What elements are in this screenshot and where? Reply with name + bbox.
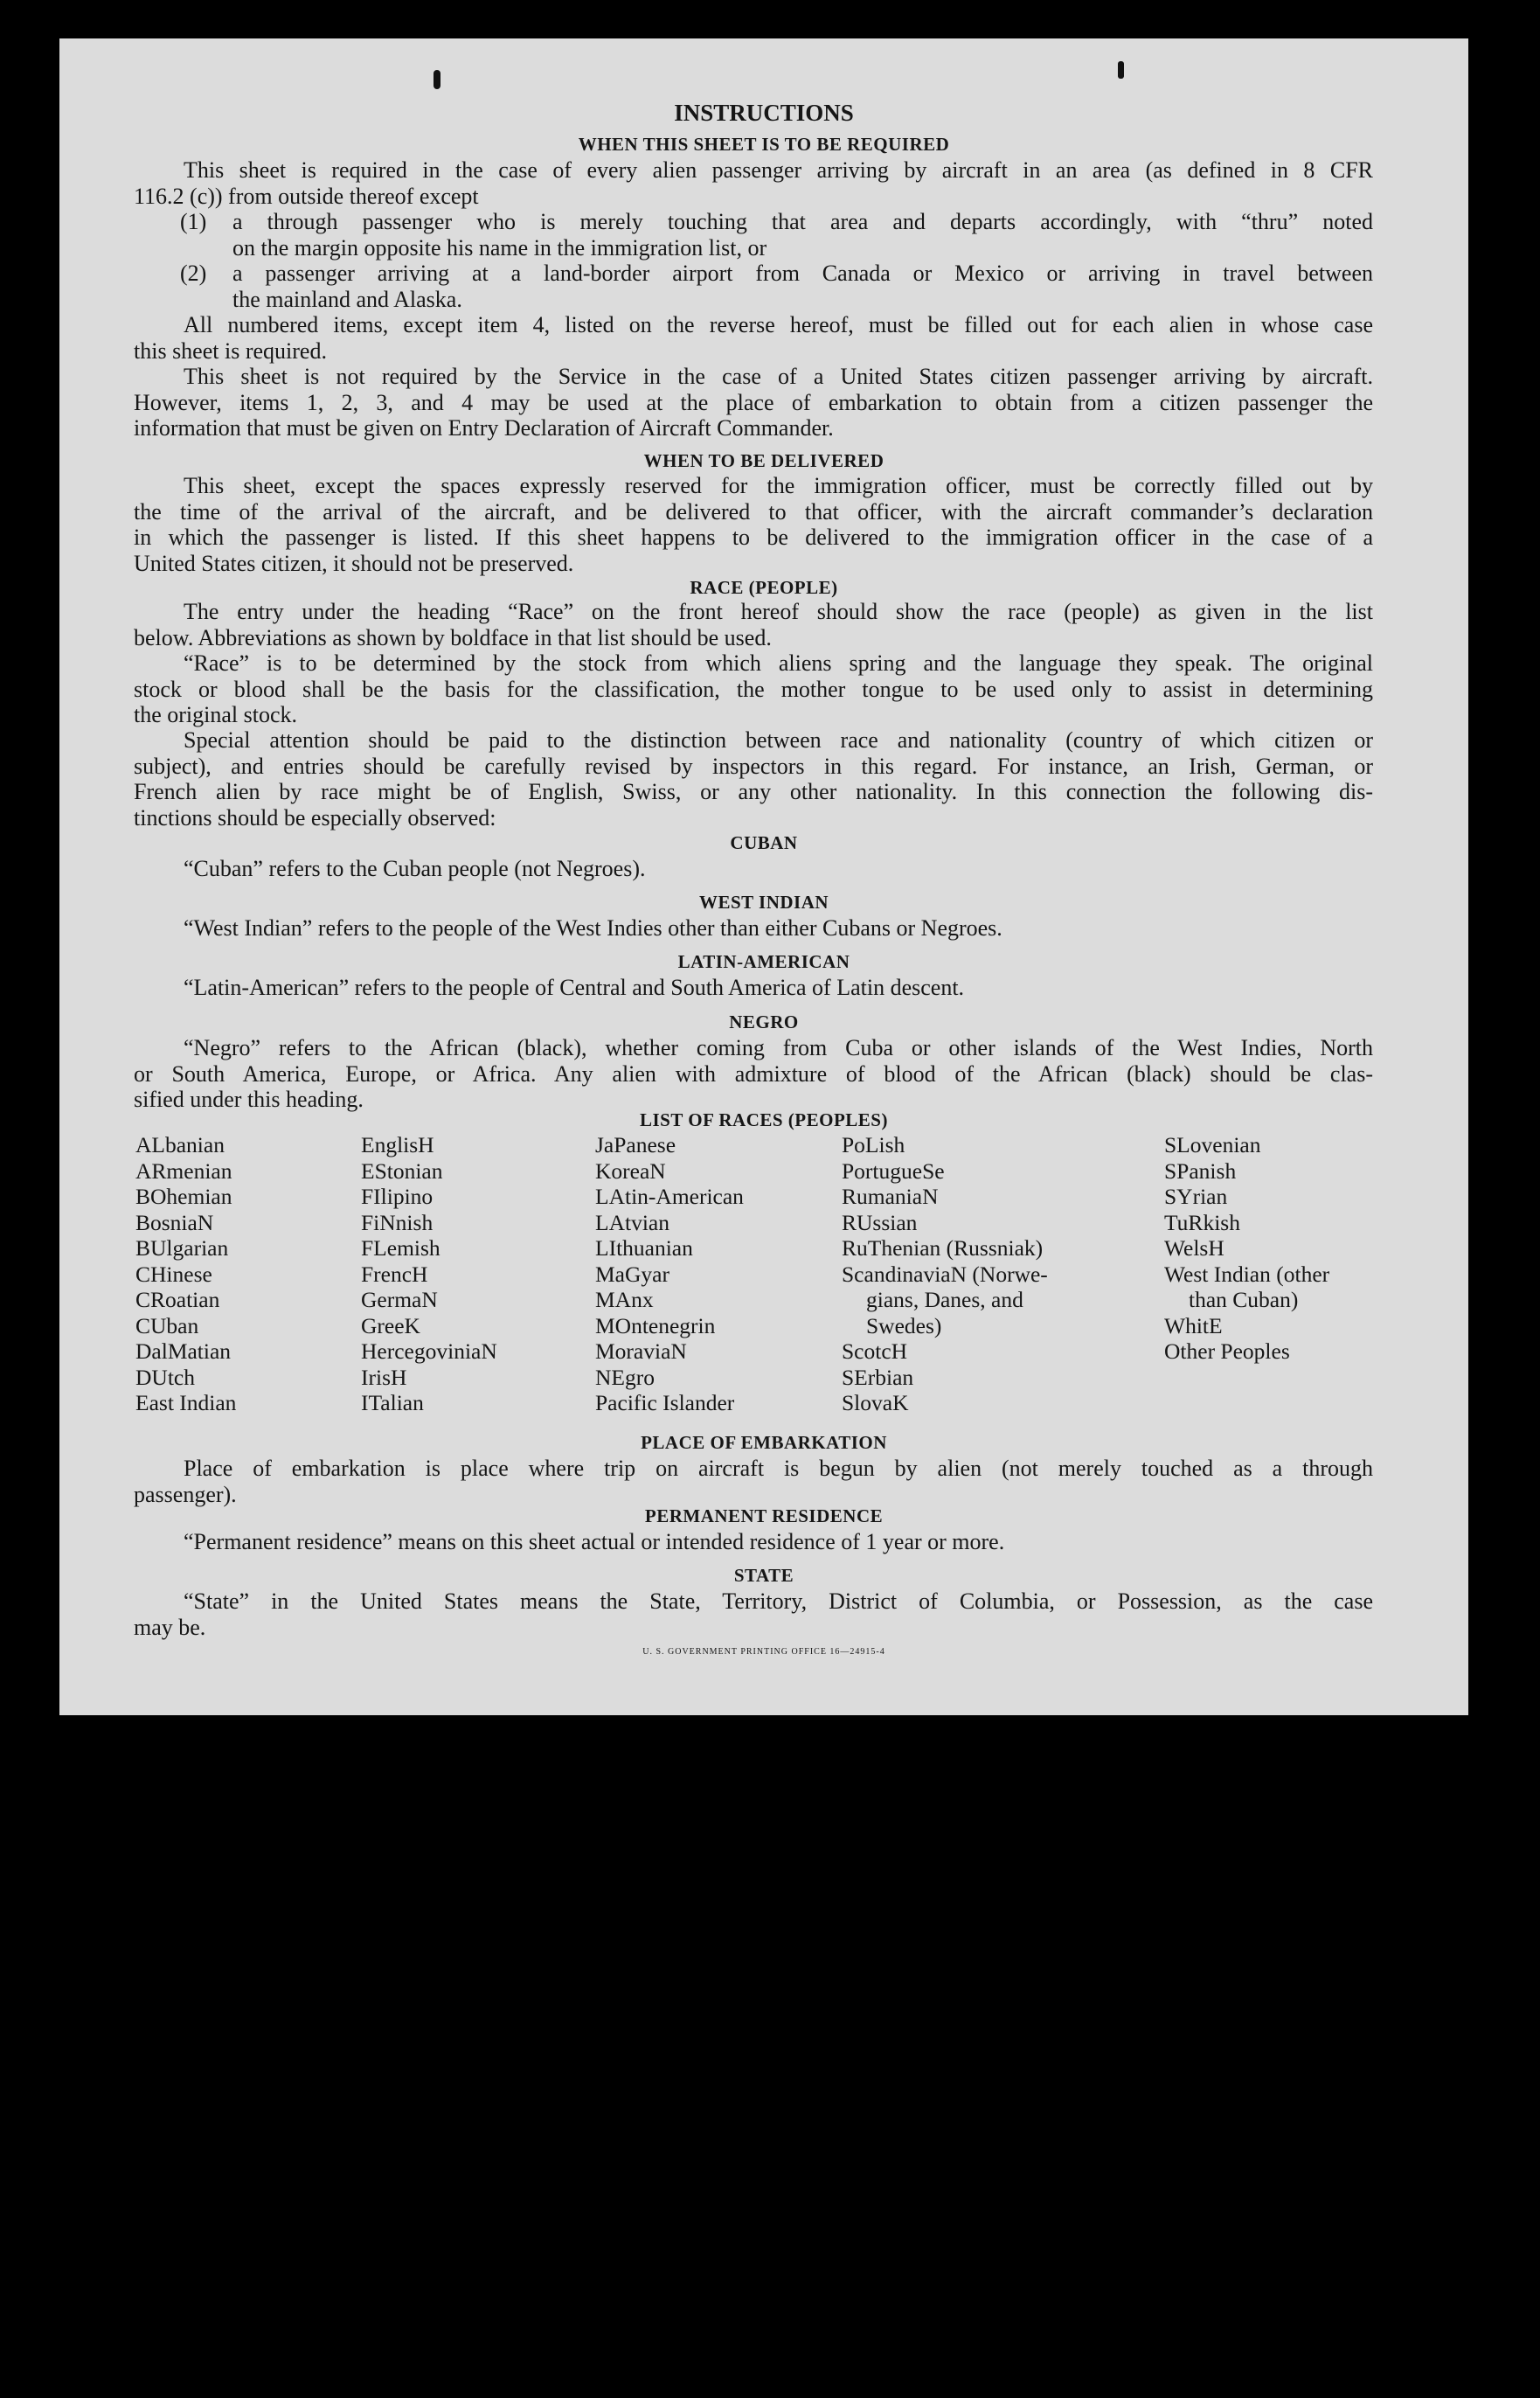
text-line: a through passenger who is merely touching that area and departs accordingly, with “thru” noted xyxy=(232,209,1373,234)
race-list-item: SYrian xyxy=(1164,1184,1228,1209)
race-list-item: MOntenegrin xyxy=(595,1312,716,1338)
race-list-item: SPanish xyxy=(1164,1157,1237,1184)
race-list-item: ScandinaviaN (Norwe- xyxy=(842,1261,1048,1287)
race-list-item: LIthuanian xyxy=(595,1235,693,1261)
text-line: stock or blood shall be the basis for the classification, the mother tongue to be used only to assist in determining xyxy=(134,676,1373,702)
text-line: “Cuban” refers to the Cuban people (not Negroes). xyxy=(184,856,646,881)
race-list-item: ITalian xyxy=(361,1390,424,1415)
race-list-item: EnglisH xyxy=(361,1132,434,1157)
required-intro xyxy=(134,157,1373,209)
race-list-item: NEgro xyxy=(595,1364,655,1390)
race-list-item: KoreaN xyxy=(595,1157,666,1184)
heading-race: RACE (PEOPLE) xyxy=(690,577,838,598)
text-line: All numbered items, except item 4, listed on the reverse hereof, must be filled out for each alien in whose case xyxy=(184,312,1373,337)
text-line: Special attention should be paid to the distinction between race and nationality (country of which citizen or xyxy=(184,727,1373,753)
race-list-item: FLemish xyxy=(361,1235,440,1261)
race-list-item: CRoatian xyxy=(135,1287,220,1312)
race-list-item: MoraviaN xyxy=(595,1338,687,1364)
instruction-sheet xyxy=(59,38,1468,1715)
text-line: or South America, Europe, or Africa. Any alien with admixture of blood of the African (black) should be clas- xyxy=(134,1060,1373,1087)
race-list-item: ARmenian xyxy=(135,1157,232,1184)
printer-imprint: U. S. GOVERNMENT PRINTING OFFICE 16—24915-4 xyxy=(642,1647,885,1657)
item-number: (2) xyxy=(180,261,207,286)
state-paragraph xyxy=(134,1588,1373,1640)
race-list-item: IrisH xyxy=(361,1364,407,1390)
race-list-item: CHinese xyxy=(135,1261,212,1287)
race-list-item: WhitE xyxy=(1164,1312,1223,1338)
west-indian-text xyxy=(134,915,1373,942)
race-list-item: FrencH xyxy=(361,1261,428,1287)
race-list-item: LAtin-American xyxy=(595,1184,744,1209)
heading-when-required: WHEN THIS SHEET IS TO BE REQUIRED xyxy=(578,134,950,155)
race-list-item: CUban xyxy=(135,1312,199,1338)
race-list-column-4 xyxy=(842,1132,1048,1416)
text-line: “State” in the United States means the State, Territory, District of Columbia, or Possession, as the case xyxy=(184,1588,1373,1614)
text-line: tinctions should be especially observed: xyxy=(134,804,496,831)
race-list-item: TuRkish xyxy=(1164,1209,1240,1235)
race-list-item: than Cuban) xyxy=(1189,1287,1299,1312)
embarkation-paragraph xyxy=(134,1456,1373,1507)
race-paragraph-1 xyxy=(134,599,1373,650)
race-list-item: SLovenian xyxy=(1164,1132,1261,1157)
text-line: “Negro” refers to the African (black), whether coming from Cuba or other islands of the West Indies, North xyxy=(184,1035,1373,1060)
text-line: information that must be given on Entry Declaration of Aircraft Commander. xyxy=(134,415,834,441)
text-line: “Race” is to be determined by the stock from which aliens spring and the language they speak. The original xyxy=(184,650,1373,676)
item-number: (1) xyxy=(180,209,207,234)
race-list-item: HercegoviniaN xyxy=(361,1338,497,1364)
race-list-item: FiNnish xyxy=(361,1209,434,1235)
heading-list-of-races: LIST OF RACES (PEOPLES) xyxy=(640,1109,888,1130)
heading-cuban: CUBAN xyxy=(730,832,798,853)
text-line: United States citizen, it should not be preserved. xyxy=(134,550,574,576)
race-list-item: RumaniaN xyxy=(842,1184,939,1209)
race-list-item: East Indian xyxy=(135,1390,237,1415)
punch-mark-right xyxy=(1118,61,1124,79)
race-list-item: GreeK xyxy=(361,1312,420,1338)
heading-negro: NEGRO xyxy=(729,1011,799,1032)
race-list-item: BosniaN xyxy=(135,1209,214,1235)
race-list-item: SlovaK xyxy=(842,1390,909,1415)
text-line: the original stock. xyxy=(134,702,298,727)
race-list-item: ALbanian xyxy=(135,1132,225,1157)
negro-paragraph xyxy=(134,1035,1373,1113)
race-list-item: RUssian xyxy=(842,1209,918,1235)
race-list-item: FIlipino xyxy=(361,1184,434,1209)
race-paragraph-2 xyxy=(134,650,1373,728)
race-list-item: gians, Danes, and xyxy=(866,1287,1023,1312)
race-list-item: MaGyar xyxy=(595,1261,669,1287)
heading-state: STATE xyxy=(733,1565,794,1586)
race-list-item: BUlgarian xyxy=(135,1235,229,1261)
race-list-item: PortugueSe xyxy=(842,1157,945,1184)
cuban-text xyxy=(134,856,1373,882)
numbered-items-paragraph xyxy=(134,312,1373,364)
latin-american-text xyxy=(134,975,1373,1001)
race-list-item: DalMatian xyxy=(135,1338,232,1364)
text-line: the time of the arrival of the aircraft, and be delivered to that officer, with the aircraft commander’s declaration xyxy=(134,498,1373,525)
race-list-column-2 xyxy=(361,1132,497,1416)
race-list-item: DUtch xyxy=(135,1364,195,1390)
race-list-column-1 xyxy=(135,1132,236,1416)
race-paragraph-3 xyxy=(134,727,1373,831)
race-list-item: RuThenian (Russniak) xyxy=(842,1235,1044,1261)
text-line: The entry under the heading “Race” on the front hereof should show the race (people) as given in the list xyxy=(184,599,1373,624)
race-list-item: West Indian (other xyxy=(1164,1261,1330,1287)
text-line: in which the passenger is listed. If this sheet happens to be delivered to the immigration officer in the case of a xyxy=(134,525,1373,550)
text-line: Place of embarkation is place where trip on aircraft is begun by alien (not merely touched as a through xyxy=(184,1456,1373,1481)
exception-item-2 xyxy=(180,261,1373,312)
text-line: However, items 1, 2, 3, and 4 may be used at the place of embarkation to obtain from a citizen passenger the xyxy=(134,389,1373,415)
race-list-column-3 xyxy=(595,1132,744,1416)
text-line: the mainland and Alaska. xyxy=(232,286,462,312)
heading-place-of-embarkation: PLACE OF EMBARKATION xyxy=(641,1432,887,1453)
heading-permanent-residence: PERMANENT RESIDENCE xyxy=(644,1505,884,1526)
residence-text xyxy=(134,1529,1373,1555)
text-line: sified under this heading. xyxy=(134,1087,364,1112)
heading-latin-american: LATIN-AMERICAN xyxy=(677,951,850,972)
text-line: may be. xyxy=(134,1614,206,1640)
heading-when-delivered: WHEN TO BE DELIVERED xyxy=(643,450,884,471)
exception-item-1 xyxy=(180,209,1373,261)
race-list-column-5 xyxy=(1164,1132,1329,1365)
race-list-item: LAtvian xyxy=(595,1209,669,1235)
race-list-item: GermaN xyxy=(361,1287,438,1312)
text-line: “Permanent residence” means on this sheet actual or intended residence of 1 year or more. xyxy=(184,1529,1005,1554)
race-list-item: MAnx xyxy=(595,1287,654,1312)
text-line: this sheet is required. xyxy=(134,337,327,364)
race-list-item: ScotcH xyxy=(842,1338,908,1364)
race-list-item: Pacific Islander xyxy=(595,1390,735,1415)
text-line: subject), and entries should be carefully revised by inspectors in this regard. For instance, an Irish, German, or xyxy=(134,753,1373,779)
race-list-item: Swedes) xyxy=(866,1312,942,1338)
citizen-paragraph xyxy=(134,364,1373,441)
text-line: a passenger arriving at a land-border airport from Canada or Mexico or arriving in travel between xyxy=(232,261,1373,286)
race-list-item: PoLish xyxy=(842,1132,905,1157)
race-list-item: BOhemian xyxy=(135,1184,232,1209)
text-line: passenger). xyxy=(134,1481,237,1507)
heading-west-indian: WEST INDIAN xyxy=(698,892,829,913)
text-line: “Latin-American” refers to the people of Central and South America of Latin descent. xyxy=(184,975,965,1000)
text-line: French alien by race might be of English, Swiss, or any other nationality. In this connection the following dis- xyxy=(134,779,1373,804)
race-list-item: JaPanese xyxy=(595,1132,676,1157)
text-line: 116.2 (c)) from outside thereof except xyxy=(134,183,479,209)
text-line: “West Indian” refers to the people of the West Indies other than either Cubans or Negroes. xyxy=(184,915,1002,941)
punch-mark-left xyxy=(434,70,440,89)
text-line: This sheet is not required by the Service in the case of a United States citizen passenger arriving by aircraft. xyxy=(184,364,1373,389)
page-title: INSTRUCTIONS xyxy=(674,100,854,126)
text-line: on the margin opposite his name in the immigration list, or xyxy=(232,234,767,261)
race-list-item: Other Peoples xyxy=(1164,1338,1290,1364)
delivered-paragraph xyxy=(134,473,1373,576)
race-list-item: WelsH xyxy=(1164,1235,1224,1261)
text-line: This sheet, except the spaces expressly reserved for the immigration officer, must be correctly filled out by xyxy=(184,473,1373,498)
race-list-item: SErbian xyxy=(842,1364,914,1390)
text-line: below. Abbreviations as shown by boldface in that list should be used. xyxy=(134,624,772,650)
text-line: This sheet is required in the case of every alien passenger arriving by aircraft in an area (as defined in 8 CFR xyxy=(184,157,1373,183)
race-list-item: EStonian xyxy=(361,1157,443,1184)
